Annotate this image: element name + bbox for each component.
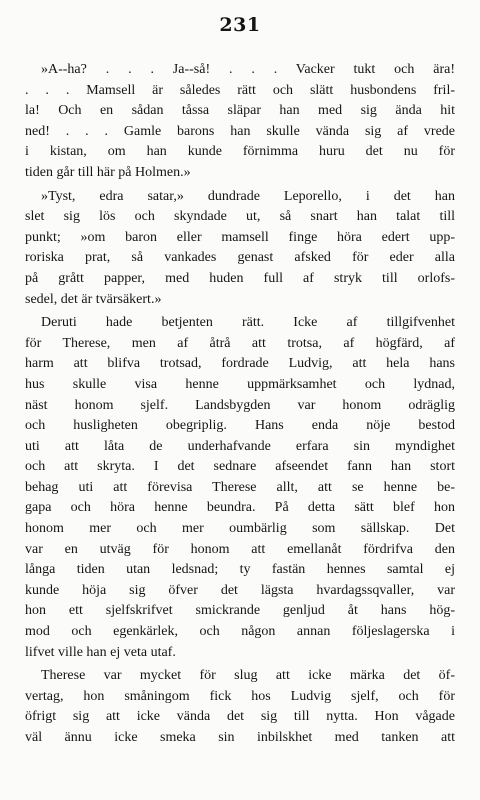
text-line: Deruti hade betjenten rätt. Icke af tillgifvenhet bbox=[41, 315, 455, 331]
text-line: långa tiden utan ledsnad; ty fastän hennes samtal ej bbox=[25, 562, 455, 578]
text-line: gapa och höra henne beundra. På detta sätt blef hon bbox=[25, 500, 455, 516]
text-line: vertag, hon småningom fick hos Ludvig sjelf, och för bbox=[25, 688, 455, 704]
text-line: var en utväg för honom att emellanåt fördrifva den bbox=[25, 541, 455, 557]
text-line: sedel, det är tvärsäkert.» bbox=[25, 291, 162, 307]
text-line: i kistan, om han kunde förnimma huru det nu för bbox=[25, 144, 455, 160]
text-line: och husligheten obegriplig. Hans enda nöje bestod bbox=[25, 418, 455, 434]
text-line: uti att låta de underhafvande erfara sin myndighet bbox=[25, 438, 455, 454]
text-line: tiden går till här på Holmen.» bbox=[25, 164, 191, 180]
text-line: ned! . . . Gamle barons han skulle vända sig af vrede bbox=[25, 123, 455, 139]
text-line: . . . Mamsell är således rätt och slätt husbondens fril- bbox=[25, 82, 455, 98]
text-line: mod och egenkärlek, och någon annan följeslagerska i bbox=[25, 624, 455, 640]
text-line: på grått papper, med huden full af stryk till orlofs- bbox=[25, 270, 455, 286]
text-line: »A--ha? . . . Ja--så! . . . Vacker tukt och ära! bbox=[41, 62, 455, 77]
text-line: hus skulle visa henne uppmärksamhet och lydnad, bbox=[25, 376, 455, 392]
text-line: punkt; »om baron eller mamsell finge höra edert upp- bbox=[25, 229, 455, 245]
text-line: slet sig lös och skyndade ut, så snart han talat till bbox=[25, 209, 455, 225]
text-line: hon ett sjelfskrifvet smickrande genljud åt hans hög- bbox=[25, 603, 455, 619]
text-line: roriska prat, så vankades genast afsked för eder alla bbox=[25, 250, 455, 266]
text-line: kunde höja sig öfver det lägsta hvardagssqvaller, var bbox=[25, 582, 455, 598]
text-line: för Therese, men af åtrå att trotsa, af högfärd, af bbox=[25, 335, 455, 351]
text-line: och att skryta. I det sednare afseendet fann han stort bbox=[25, 459, 455, 475]
body-text bbox=[25, 60, 455, 749]
text-line: lifvet ville han ej veta utaf. bbox=[25, 644, 176, 660]
text-line: la! Och en sådan tåssa släpar han med sig ända hit bbox=[25, 103, 455, 119]
text-line: honom mer och mer oumbärlig som sällskap. Det bbox=[25, 521, 455, 537]
text-line: öfrigt sig att icke vända det sig till nytta. Hon vågade bbox=[25, 709, 455, 725]
text-line: harm att blifva trotsad, fordrade Ludvig, att hela hans bbox=[25, 356, 455, 372]
text-line: behag uti att förevisa Therese allt, att se henne be- bbox=[25, 479, 455, 495]
page-number: 231 bbox=[219, 14, 261, 36]
text-line: Therese var mycket för slug att icke märka det öf- bbox=[41, 668, 455, 684]
text-line: väl ännu icke smeka sin inbilskhet med tanken att bbox=[25, 730, 455, 745]
text-line: näst honom sjelf. Landsbygden var honom odräglig bbox=[25, 397, 455, 413]
text-line: »Tyst, edra satar,» dundrade Leporello, i det han bbox=[41, 188, 455, 204]
